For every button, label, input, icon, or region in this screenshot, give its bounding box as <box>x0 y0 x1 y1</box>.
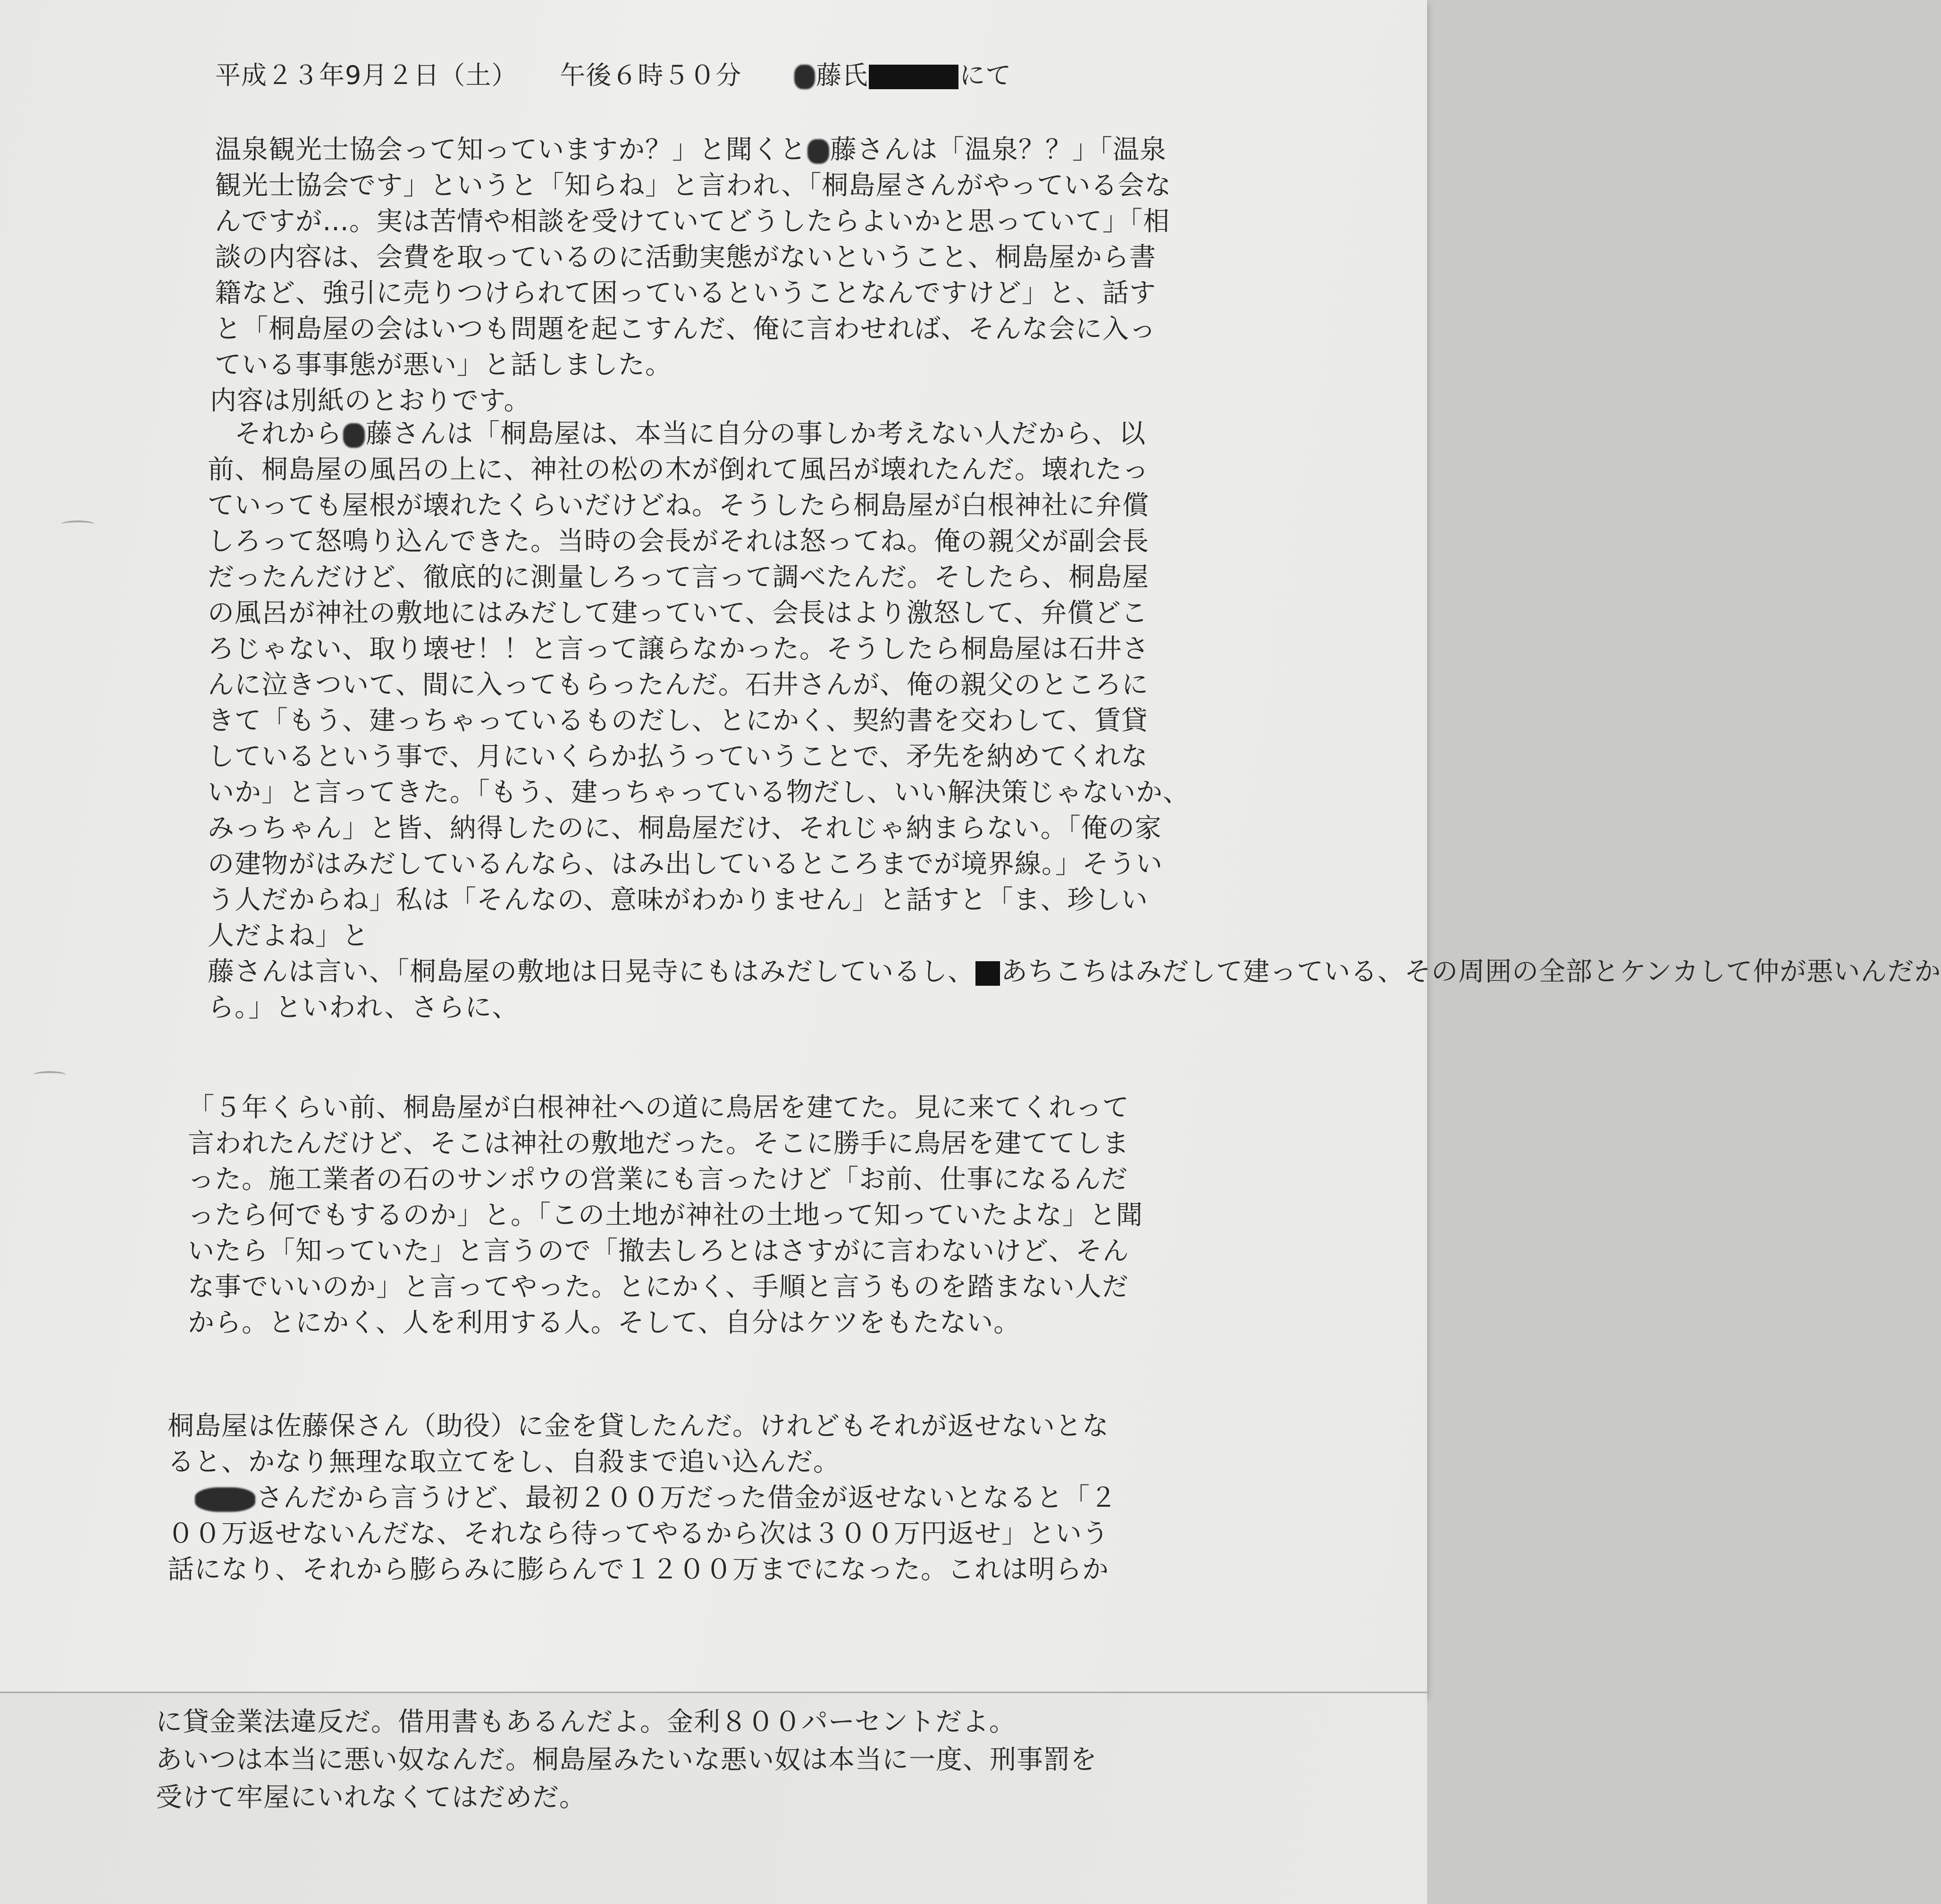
text-line: の建物がはみだしているんなら、はみ出しているところまでが境界線。」そうい <box>208 849 1163 880</box>
text-line: 談の内容は、会費を取っているのに活動実態がないということ、桐島屋から書 <box>215 242 1156 273</box>
text-line: ００万返せないんだな、それなら待ってやるから次は３００万円返せ」という <box>168 1518 1109 1549</box>
text-line: それから 藤さんは「桐島屋は、本当に自分の事しか考えない人だから、以 <box>208 419 1146 449</box>
text-line: 「５年くらい前、桐島屋が白根神社への道に鳥居を建てた。見に来てくれって <box>188 1092 1129 1123</box>
text-line: ったら何でもするのか」と。「この土地が神社の土地って知っていたよな」と聞 <box>188 1200 1143 1231</box>
text-line: ている事事態が悪い」と話しました。 <box>215 350 672 380</box>
paper-mark <box>61 520 94 528</box>
text-line: 受けて牢屋にいれなくてはだめだ。 <box>156 1782 586 1813</box>
header-date: 平成２３年9月２日（土） <box>215 60 518 90</box>
paragraph-3 <box>188 1090 1143 1341</box>
redaction-mark <box>343 423 365 448</box>
redaction-mark <box>794 65 815 89</box>
text-line: 内容は別紙のとおりです。 <box>210 386 531 416</box>
text-line: しろって怒鳴り込んできた。当時の会長がそれは怒ってね。俺の親父が副会長 <box>208 526 1149 557</box>
text-line: の風呂が神社の敷地にはみだして建っていて、会長はより激怒して、弁償どこ <box>208 598 1148 629</box>
text-line: んですが…。実は苦情や相談を受けていてどうしたらよいかと思っていて」「相 <box>215 206 1170 237</box>
header-place-b: にて <box>959 60 1012 90</box>
text-line: んに泣きついて、間に入ってもらったんだ。石井さんが、俺の親父のところに <box>208 670 1149 700</box>
text-line: ると、かなり無理な取立てをし、自殺まで追い込んだ。 <box>168 1447 840 1477</box>
text-line: きて「もう、建っちゃっているものだし、とにかく、契約書を交わして、賃貸 <box>208 705 1148 736</box>
text-line: な事でいいのか」と言ってやった。とにかく、手順と言うものを踏まない人だ <box>188 1272 1129 1302</box>
redaction-box <box>975 961 1000 986</box>
text-line: 観光士協会です」というと「知らね」と言われ、「桐島屋さんがやっている会な <box>215 170 1172 201</box>
text-line: 藤さんは言い、「桐島屋の敷地は日晃寺にもはみだしているし、 あちこちはみだして建っている、その周囲の全部とケンカして仲が悪いんだか <box>208 956 1941 987</box>
paragraph-1 <box>210 132 1172 419</box>
text-line: 桐島屋は佐藤保さん（助役）に金を貸したんだ。けれどもそれが返せないとな <box>168 1411 1109 1442</box>
header-place-a: 藤氏 <box>816 60 868 90</box>
paragraph-2 <box>208 416 1941 1026</box>
text-line: みっちゃん」と皆、納得したのに、桐島屋だけ、それじゃ納まらない。「俺の家 <box>208 813 1162 844</box>
text-line: う人だからね」私は「そんなの、意味がわかりません」と話すと「ま、珍しい <box>208 885 1148 915</box>
redaction-mark <box>195 1487 255 1512</box>
text-line: 籍など、強引に売りつけられて困っているということなんですけど」と、話す <box>215 278 1156 309</box>
text-line: ろじゃない、取り壊せ！！と言って譲らなかった。そうしたら桐島屋は石井さ <box>208 634 1149 664</box>
redaction-box <box>869 65 958 89</box>
paragraph-5 <box>156 1704 1097 1816</box>
header-time: 午後６時５０分 <box>560 60 742 90</box>
text-line: 話になり、それから膨らみに膨らんで１２００万までになった。これは明らか <box>168 1554 1109 1585</box>
text-line: と「桐島屋の会はいつも問題を起こすんだ、俺に言わせれば、そんな会に入っ <box>215 314 1156 344</box>
text-line: ら。」といわれ、さらに、 <box>208 992 519 1023</box>
text-line: いたら「知っていた」と言うので「撤去しろとはさすがに言わないけど、そん <box>188 1236 1129 1267</box>
text-line: 前、桐島屋の風呂の上に、神社の松の木が倒れて風呂が壊れたんだ。壊れたっ <box>208 454 1149 485</box>
paper-mark <box>33 1071 66 1079</box>
text-line: しているという事で、月にいくらか払うっていうことで、矛先を納めてくれな <box>208 741 1148 772</box>
text-line: だったんだけど、徹底的に測量しろって言って調べたんだ。そしたら、桐島屋 <box>208 562 1149 593</box>
text-line: いか」と言ってきた。「もう、建っちゃっている物だし、いい解決策じゃないか、 <box>208 777 1190 808</box>
paragraph-4 <box>168 1409 1117 1588</box>
text-line: あいつは本当に悪い奴なんだ。桐島屋みたいな悪い奴は本当に一度、刑事罰を <box>156 1745 1097 1775</box>
text-line: ていっても屋根が壊れたくらいだけどね。そうしたら桐島屋が白根神社に弁償 <box>208 490 1149 521</box>
redaction-mark <box>807 139 829 164</box>
text-line: から。とにかく、人を利用する人。そして、自分はケツをもたない。 <box>188 1308 1021 1338</box>
text-line: に貸金業法違反だ。借用書もあるんだよ。金利８００パーセントだよ。 <box>156 1707 1016 1737</box>
text-line: 温泉観光士協会って知っていますか？」と聞くと 藤さんは「温泉？？」「温泉 <box>215 134 1167 165</box>
text-line: 人だよね」と <box>208 921 369 951</box>
text-line: 言われたんだけど、そこは神社の敷地だった。そこに勝手に鳥居を建ててしま <box>188 1128 1129 1159</box>
text-line: さんだから言うけど、最初２００万だった借金が返せないとなると「２ <box>168 1480 1117 1516</box>
document-header <box>215 58 1011 93</box>
text-line: った。施工業者の石のサンポウの営業にも言ったけど「お前、仕事になるんだ <box>188 1164 1128 1195</box>
